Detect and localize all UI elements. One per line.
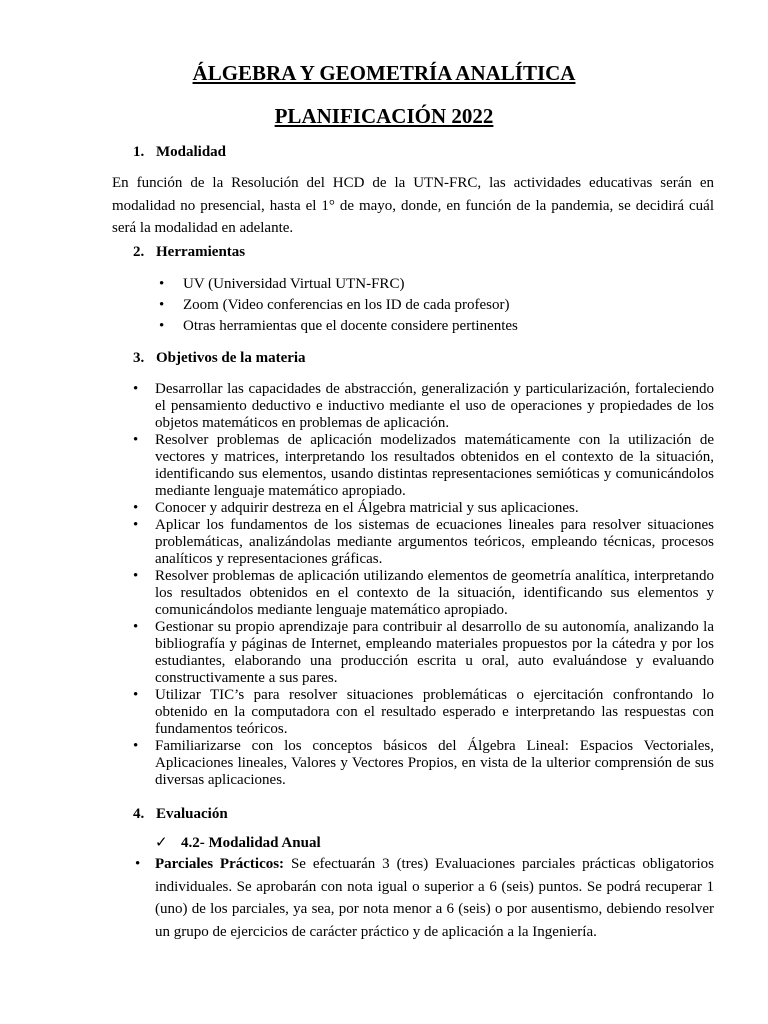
subsection-title: 4.2- Modalidad Anual bbox=[181, 835, 321, 851]
herramientas-list bbox=[133, 274, 518, 337]
document-subtitle: PLANIFICACIÓN 2022 bbox=[274, 104, 494, 128]
section-number: 3. bbox=[133, 350, 145, 366]
section-title: Evaluación bbox=[156, 806, 228, 822]
checkmark-icon: ✓ bbox=[155, 835, 168, 851]
list-item: • Utilizar TIC’s para resolver situaciones problemáticas o ejercitación confrontando lo obtenido en la computadora con el resultado esperado e interpretando las respuestas con fundamentos teóricos. bbox=[112, 687, 714, 738]
list-item: • Gestionar su propio aprendizaje para contribuir al desarrollo de su autonomía, analizando la bibliografía y páginas de Internet, empleando materiales propuestos por la cátedra y por los estudiantes, elaborando una producción escrita u oral, auto evaluándose y evaluando constructivamente a sus pares. bbox=[112, 619, 714, 687]
list-item: • Familiarizarse con los conceptos básicos del Álgebra Lineal: Espacios Vectoriales, Aplicaciones lineales, Valores y Vectores Propios, en vista de la ulterior comprensión de sus diversas aplicaciones. bbox=[112, 738, 714, 789]
document-title: ÁLGEBRA Y GEOMETRÍA ANALÍTICA bbox=[192, 61, 576, 85]
list-item: • UV (Universidad Virtual UTN-FRC) bbox=[133, 274, 518, 295]
list-item: • Conocer y adquirir destreza en el Álgebra matricial y sus aplicaciones. bbox=[112, 500, 714, 517]
objetivos-list bbox=[112, 381, 714, 789]
section-number: 2. bbox=[133, 244, 145, 260]
section-heading-modalidad bbox=[133, 143, 226, 161]
section-heading-herramientas bbox=[133, 243, 245, 261]
section-number: 4. bbox=[133, 806, 145, 822]
section-heading-evaluacion bbox=[133, 805, 228, 823]
evaluacion-list bbox=[135, 853, 714, 943]
list-item: • Zoom (Video conferencias en los ID de cada profesor) bbox=[133, 295, 518, 316]
list-item: • Otras herramientas que el docente considere pertinentes bbox=[133, 316, 518, 337]
section-title: Modalidad bbox=[156, 144, 227, 160]
subsection-heading bbox=[155, 834, 321, 852]
list-item: • Desarrollar las capacidades de abstracción, generalización y particularización, fortaleciendo el pensamiento deductivo e inductivo mediante el uso de operaciones y propiedades de los objetos matemáticos en problemas de aplicación. bbox=[112, 381, 714, 432]
list-item: • Resolver problemas de aplicación utilizando elementos de geometría analítica, interpretando los resultados obtenidos en el contexto de la situación, identificando sus elementos y comunicándolos mediante lenguaje matemático apropiado. bbox=[112, 568, 714, 619]
section-number: 1. bbox=[133, 144, 145, 160]
parciales-text: Se efectuarán 3 (tres) Evaluaciones parciales prácticas obligatorios individuales. Se aprobarán con nota igual o superior a 6 (seis) puntos. Se podrá recuperar 1 (uno) de los parciales, ya sea, por nota menor a 6 (seis) o por ausentismo, debiendo resolver un grupo de ejercicios de carácter práctico y de aplicación a la Ingeniería. bbox=[155, 856, 714, 940]
modalidad-paragraph: En función de la Resolución del HCD de la UTN-FRC, las actividades educativas serán en modalidad no presencial, hasta el 1° de mayo, donde, en función de la pandemia, se decidirá cuál será la modalidad en adelante. bbox=[112, 175, 714, 236]
section-title: Herramientas bbox=[156, 244, 246, 260]
list-item: • Resolver problemas de aplicación modelizados matemáticamente con la utilización de vectores y matrices, interpretando los resultados obtenidos en el contexto de la situación, identificando sus elementos, usando distintas representaciones semióticas y comunicándolos mediante lenguaje matemático apropiado. bbox=[112, 432, 714, 500]
list-item: • Aplicar los fundamentos de los sistemas de ecuaciones lineales para resolver situaciones problemáticas, analizándolas mediante argumentos teóricos, empleando técnicas, procesos analíticos y representaciones gráficas. bbox=[112, 517, 714, 568]
list-item bbox=[135, 853, 714, 943]
section-title: Objetivos de la materia bbox=[156, 350, 306, 366]
parciales-label: Parciales Prácticos: bbox=[155, 856, 285, 872]
section-heading-objetivos bbox=[133, 349, 306, 367]
